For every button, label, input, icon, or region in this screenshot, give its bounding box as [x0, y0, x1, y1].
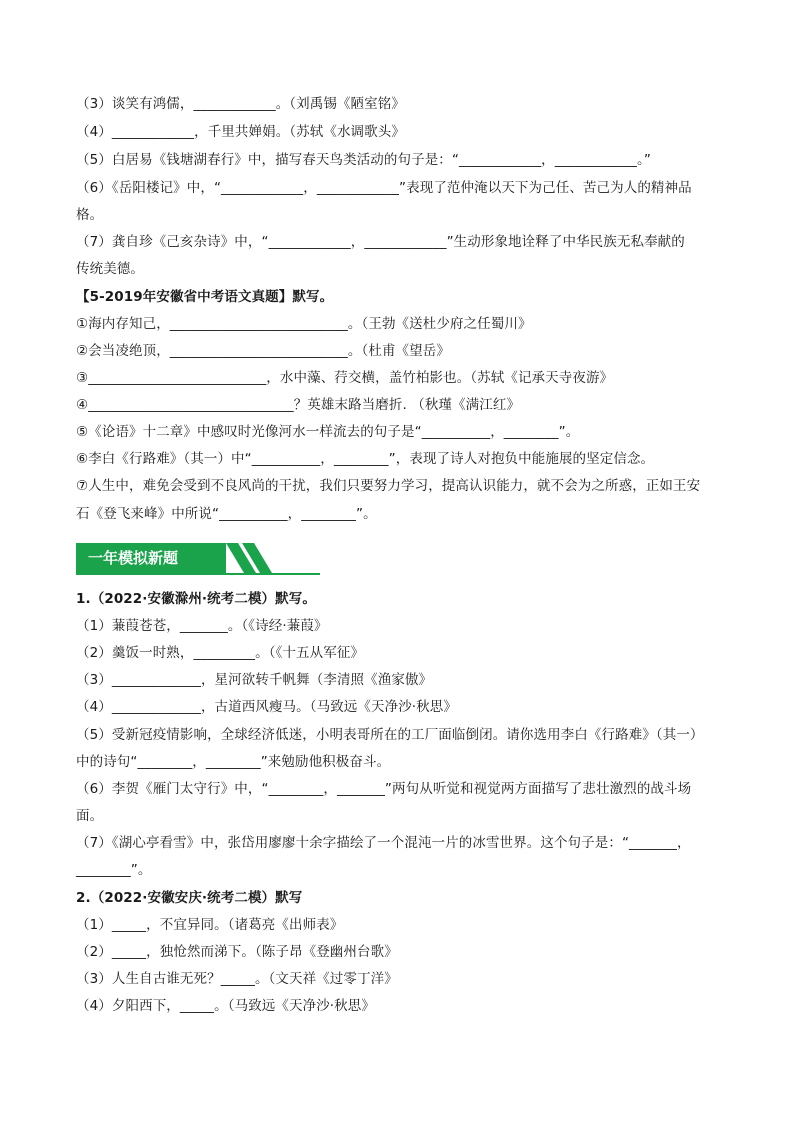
- q1-item-7: （7）《湖心亭看雪》中，张岱用廖廖十余字描绘了一个混沌一片的冰雪世界。这个句子是：“_______，: [76, 835, 691, 851]
- item-3-line: （3）谈笑有鸿儒，____________。（刘禹锡《陋室铭》: [76, 96, 405, 112]
- q2-item-2: （2）_____，独怆然而涕下。（陈子昂《登幽州台歌》: [76, 944, 398, 960]
- item-4-line: （4）____________，千里共婵娟。（苏轼《水调歌头》: [76, 124, 405, 140]
- item-5-line: （5）白居易《钱塘湖春行》中，描写春天鸟类活动的句子是：“____________，____________。”: [76, 152, 651, 168]
- q1-item-1: （1）蒹葭苍苍，_______。（《诗经·蒹葭》: [76, 618, 328, 634]
- q2-item-3: （3）人生自古谁无死？_____。（文天祥《过零丁洋》: [76, 971, 398, 987]
- circled-item-5: ⑤《论语》十二章》中感叹时光像河水一样流去的句子是“__________，________”。: [76, 424, 580, 440]
- item-7-line-cont: 传统美德。: [76, 261, 144, 277]
- q1-item-5-cont: 中的诗句“________，________”来勉励他积极奋斗。: [76, 754, 391, 770]
- question-1-title: 1.（2022·安徽滁州·统考二模）默写。: [76, 591, 316, 607]
- banner-label: 一年模拟新题: [88, 549, 179, 567]
- circled-item-3: ③__________________________，水中藻、荇交横，盖竹柏影也。（苏轼《记承天寺夜游》: [76, 370, 614, 386]
- q1-item-5: （5）受新冠疫情影响，全球经济低迷，小明表哥所在的工厂面临倒闭。请你选用李白《行路难》（其一）: [76, 727, 704, 743]
- circled-item-7-cont: 石《登飞来峰》中所说“__________，________”。: [76, 506, 377, 522]
- circled-item-2: ②会当凌绝顶，__________________________。（杜甫《望岳》: [76, 343, 450, 359]
- q1-item-3: （3）_____________，星河欲转千帆舞（李清照《渔家傲》: [76, 672, 433, 688]
- circled-item-1: ①海内存知己，__________________________。（王勃《送杜少府之任蜀川》: [76, 316, 532, 332]
- q1-item-6: （6）李贺《雁门太守行》中，“________，_______”两句从听觉和视觉两方面描写了悲壮激烈的战斗场: [76, 781, 692, 797]
- q2-item-1: （1）_____，不宜异同。（诸葛亮《出师表》: [76, 917, 344, 933]
- item-7-line: （7）龚自珍《己亥杂诗》中，“____________，____________”生动形象地诠释了中华民族无私奉献的: [76, 234, 685, 250]
- q1-item-7-cont: ________”。: [76, 862, 152, 878]
- banner-underline: [76, 573, 320, 575]
- q1-item-4: （4）_____________，古道西风瘦马。（马致远《天净沙·秋思》: [76, 699, 457, 715]
- section-banner: [76, 543, 320, 575]
- section-title-2019: 【5-2019年安徽省中考语文真题】默写。: [76, 289, 334, 305]
- q1-item-6-cont: 面。: [76, 808, 104, 824]
- circled-item-6: ⑥李白《行路难》（其一）中“__________，________”，表现了诗人对抱负中能施展的坚定信念。: [76, 451, 655, 467]
- item-6-line: （6）《岳阳楼记》中，“____________，____________”表现了范仲淹以天下为己任、苦己为人的精神品: [76, 180, 692, 196]
- circled-item-7: ⑦人生中，难免会受到不良风尚的干扰，我们只要努力学习，提高认识能力，就不会为之所惑，正如王安: [76, 478, 701, 494]
- question-2-title: 2.（2022·安徽安庆·统考二模）默写: [76, 890, 303, 906]
- circled-item-4: ④______________________________？英雄末路当磨折. （秋瑾《满江红》: [76, 397, 521, 413]
- q1-item-2: （2）羹饭一时熟，_________。（《十五从军征》: [76, 645, 365, 661]
- q2-item-4: （4）夕阳西下，_____。（马致远《天净沙·秋思》: [76, 998, 375, 1014]
- item-6-line-cont: 格。: [76, 207, 104, 223]
